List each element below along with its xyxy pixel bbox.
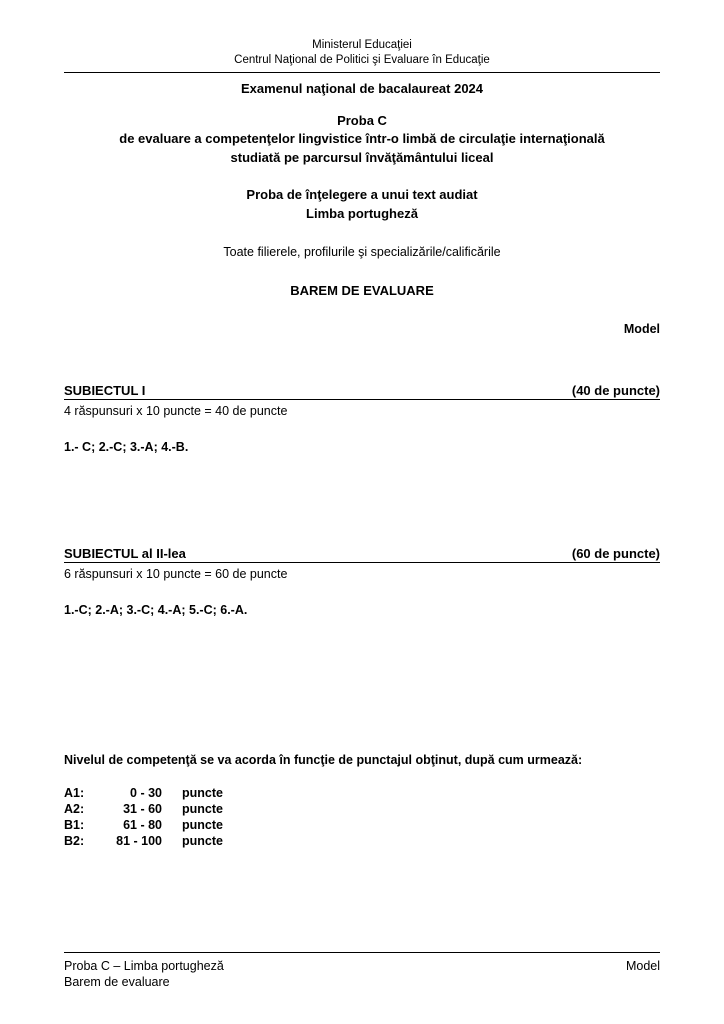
level-range: 61 - 80 [123, 818, 162, 832]
levels-table [64, 785, 660, 849]
level-code: B2: [64, 834, 85, 848]
audit-test-line1: Proba de înţelegere a unui text audiat [246, 187, 478, 202]
document-header [64, 0, 660, 336]
model-label-top: Model [623, 322, 660, 336]
level-range: 0 - 30 [130, 786, 162, 800]
level-row [64, 785, 660, 801]
footer-model-label: Model [625, 959, 660, 973]
center-name: Centrul Naţional de Politici şi Evaluare în Educaţie [234, 54, 490, 66]
section-title-2: SUBIECTUL al II-lea [64, 546, 186, 561]
level-code: A2: [64, 802, 85, 816]
section-header-2 [64, 546, 660, 563]
level-range: 31 - 60 [123, 802, 162, 816]
footer-divider [64, 952, 660, 953]
proba-description-line2: studiată pe parcursul învăţământului liceal [230, 150, 494, 165]
level-range: 81 - 100 [116, 834, 162, 848]
exam-title: Examenul naţional de bacalaureat 2024 [240, 81, 484, 96]
section-answers-2: 1.-C; 2.-A; 3.-C; 4.-A; 5.-C; 6.-A. [64, 603, 248, 617]
section-note-2: 6 răspunsuri x 10 puncte = 60 de puncte [64, 567, 288, 581]
footer-left-line2: Barem de evaluare [64, 975, 170, 989]
footer-left-line1: Proba C – Limba portugheză [64, 959, 224, 973]
level-row [64, 833, 660, 849]
header-divider [64, 72, 660, 73]
level-unit: puncte [182, 818, 223, 832]
level-row [64, 817, 660, 833]
level-code: A1: [64, 786, 85, 800]
section-points-1: (40 de puncte) [571, 383, 660, 398]
level-code: B1: [64, 818, 85, 832]
section-header-1 [64, 383, 660, 400]
level-unit: puncte [182, 834, 223, 848]
level-unit: puncte [182, 802, 223, 816]
section-title-1: SUBIECTUL I [64, 383, 146, 398]
section-note-1: 4 răspunsuri x 10 puncte = 40 de puncte [64, 404, 288, 418]
audit-test-language: Limba portugheză [306, 206, 418, 221]
section-points-2: (60 de puncte) [571, 546, 660, 561]
barem-title: BAREM DE EVALUARE [290, 283, 434, 298]
section-answers-1: 1.- C; 2.-C; 3.-A; 4.-B. [64, 440, 189, 454]
levels-intro: Nivelul de competenţă se va acorda în funcţie de punctajul obţinut, după cum urmează: [64, 753, 583, 767]
proba-description-line1: de evaluare a competenţelor lingvistice într-o limbă de circulaţie internaţională [119, 131, 605, 146]
proba-label: Proba C [337, 113, 387, 128]
filiere-line: Toate filierele, profilurile şi specializările/calificările [223, 245, 501, 259]
ministry-name: Ministerul Educaţiei [312, 39, 412, 51]
level-unit: puncte [182, 786, 223, 800]
document-footer [64, 952, 660, 990]
level-row [64, 801, 660, 817]
